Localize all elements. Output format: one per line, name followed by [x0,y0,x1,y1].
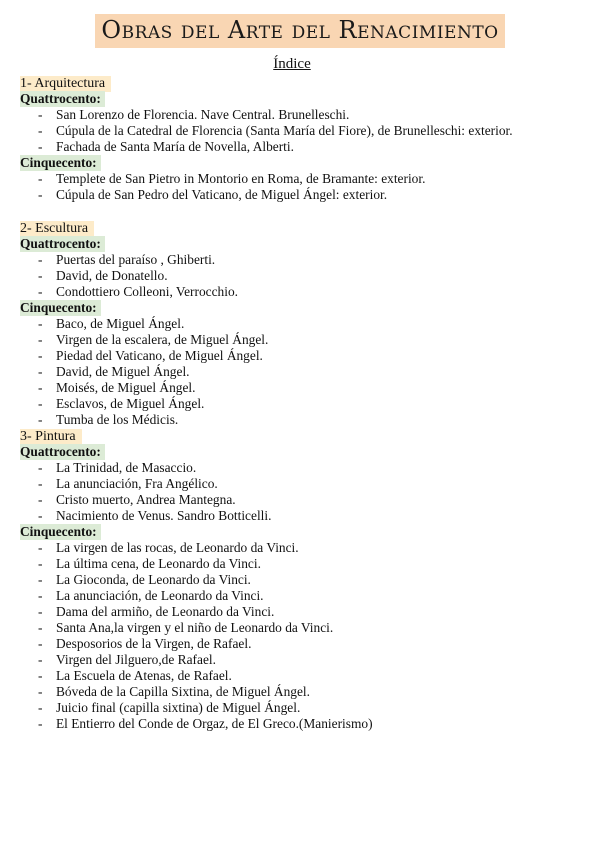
period-label: Quattrocento: [20,91,105,107]
list-item: - David, de Miguel Ángel. [20,364,580,380]
list-item: - Dama del armiño, de Leonardo da Vinci. [20,604,580,620]
section-heading: 2- Escultura [20,221,94,237]
list-item: - El Entierro del Conde de Orgaz, de El Greco.(Manierismo) [20,716,580,732]
period-label: Quattrocento: [20,444,105,460]
index-heading: Índice [273,56,311,72]
page-title: Obras del Arte del Renacimiento [95,14,504,48]
period-label: Cinquecento: [20,524,101,540]
list-item: - Piedad del Vaticano, de Miguel Ángel. [20,348,580,364]
list-item: - La anunciación, de Leonardo da Vinci. [20,588,580,604]
section-heading: 3- Pintura [20,429,82,445]
item-list [20,171,580,203]
list-item: - Cristo muerto, Andrea Mantegna. [20,492,580,508]
section-arquitectura [20,75,580,203]
list-item: - La Trinidad, de Masaccio. [20,460,580,476]
title-container [0,14,600,48]
list-item: - La anunciación, Fra Angélico. [20,476,580,492]
list-item: - La virgen de las rocas, de Leonardo da Vinci. [20,540,580,556]
list-item: - Cúpula de San Pedro del Vaticano, de Miguel Ángel: exterior. [20,187,580,203]
list-item: - Virgen de la escalera, de Miguel Ángel. [20,332,580,348]
list-item: - Cúpula de la Catedral de Florencia (Santa María del Fiore), de Brunelleschi: exterior. [20,123,580,139]
item-list [20,252,580,300]
list-item: - Virgen del Jilguero,de Rafael. [20,652,580,668]
item-list [20,460,580,524]
list-item: - Puertas del paraíso , Ghiberti. [20,252,580,268]
item-list [20,540,580,732]
period-label: Cinquecento: [20,155,101,171]
item-list [20,107,580,155]
section-escultura [20,220,580,428]
list-item: - La Gioconda, de Leonardo da Vinci. [20,572,580,588]
list-item: - La Escuela de Atenas, de Rafael. [20,668,580,684]
list-item: - La última cena, de Leonardo da Vinci. [20,556,580,572]
period-label: Quattrocento: [20,236,105,252]
period-label: Cinquecento: [20,300,101,316]
item-list [20,316,580,428]
list-item: - Juicio final (capilla sixtina) de Miguel Ángel. [20,700,580,716]
list-item: - Templete de San Pietro in Montorio en Roma, de Bramante: exterior. [20,171,580,187]
list-item: - Condottiero Colleoni, Verrocchio. [20,284,580,300]
list-item: - San Lorenzo de Florencia. Nave Central. Brunelleschi. [20,107,580,123]
list-item: - David, de Donatello. [20,268,580,284]
list-item: - Esclavos, de Miguel Ángel. [20,396,580,412]
document-body [20,75,580,732]
list-item: - Tumba de los Médicis. [20,412,580,428]
list-item: - Moisés, de Miguel Ángel. [20,380,580,396]
section-pintura [20,428,580,732]
section-heading: 1- Arquitectura [20,76,111,92]
list-item: - Baco, de Miguel Ángel. [20,316,580,332]
list-item: - Bóveda de la Capilla Sixtina, de Miguel Ángel. [20,684,580,700]
list-item: - Nacimiento de Venus. Sandro Botticelli. [20,508,580,524]
list-item: - Santa Ana,la virgen y el niño de Leonardo da Vinci. [20,620,580,636]
list-item: - Desposorios de la Virgen, de Rafael. [20,636,580,652]
list-item: - Fachada de Santa María de Novella, Alberti. [20,139,580,155]
